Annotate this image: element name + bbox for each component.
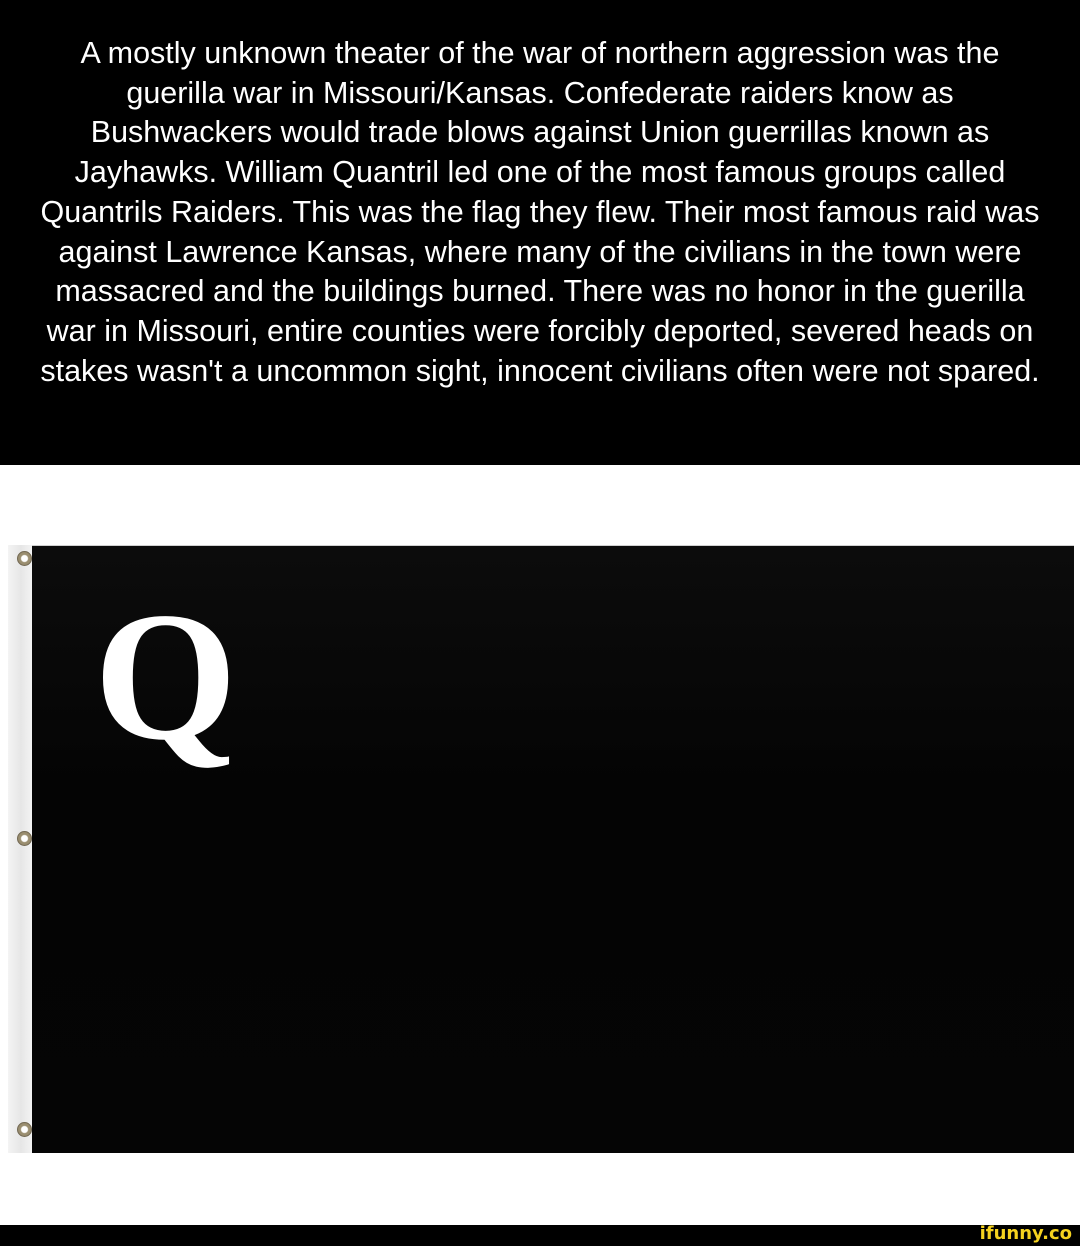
caption-text: A mostly unknown theater of the war of northern aggression was the guerilla war in Missouri/Kansas. Confederate raiders know as Bushwackers would trade blows against Union guerrillas known as Jayhawks. William Quantril led one of the most famous groups called Quantrils Raiders. This was the flag they flew. Their most famous raid was against Lawrence Kansas, where many of the civilians in the town were massacred and the buildings burned. There was no honor in the guerilla war in Missouri, entire counties were forcibly deported, severed heads on stakes wasn't a uncommon sight, innocent civilians often were not spared. (40, 36, 1040, 388)
ifunny-watermark[interactable]: ifunny.co (979, 1223, 1072, 1244)
grommet-icon (17, 551, 32, 566)
flag-image (0, 465, 1080, 1225)
flag-sleeve (8, 545, 34, 1153)
flag-letter: Q (94, 574, 238, 778)
grommet-icon (17, 831, 32, 846)
quantrill-flag (32, 545, 1074, 1153)
grommet-icon (17, 1122, 32, 1137)
footer-bar (0, 1225, 1080, 1246)
caption-panel (0, 0, 1080, 465)
